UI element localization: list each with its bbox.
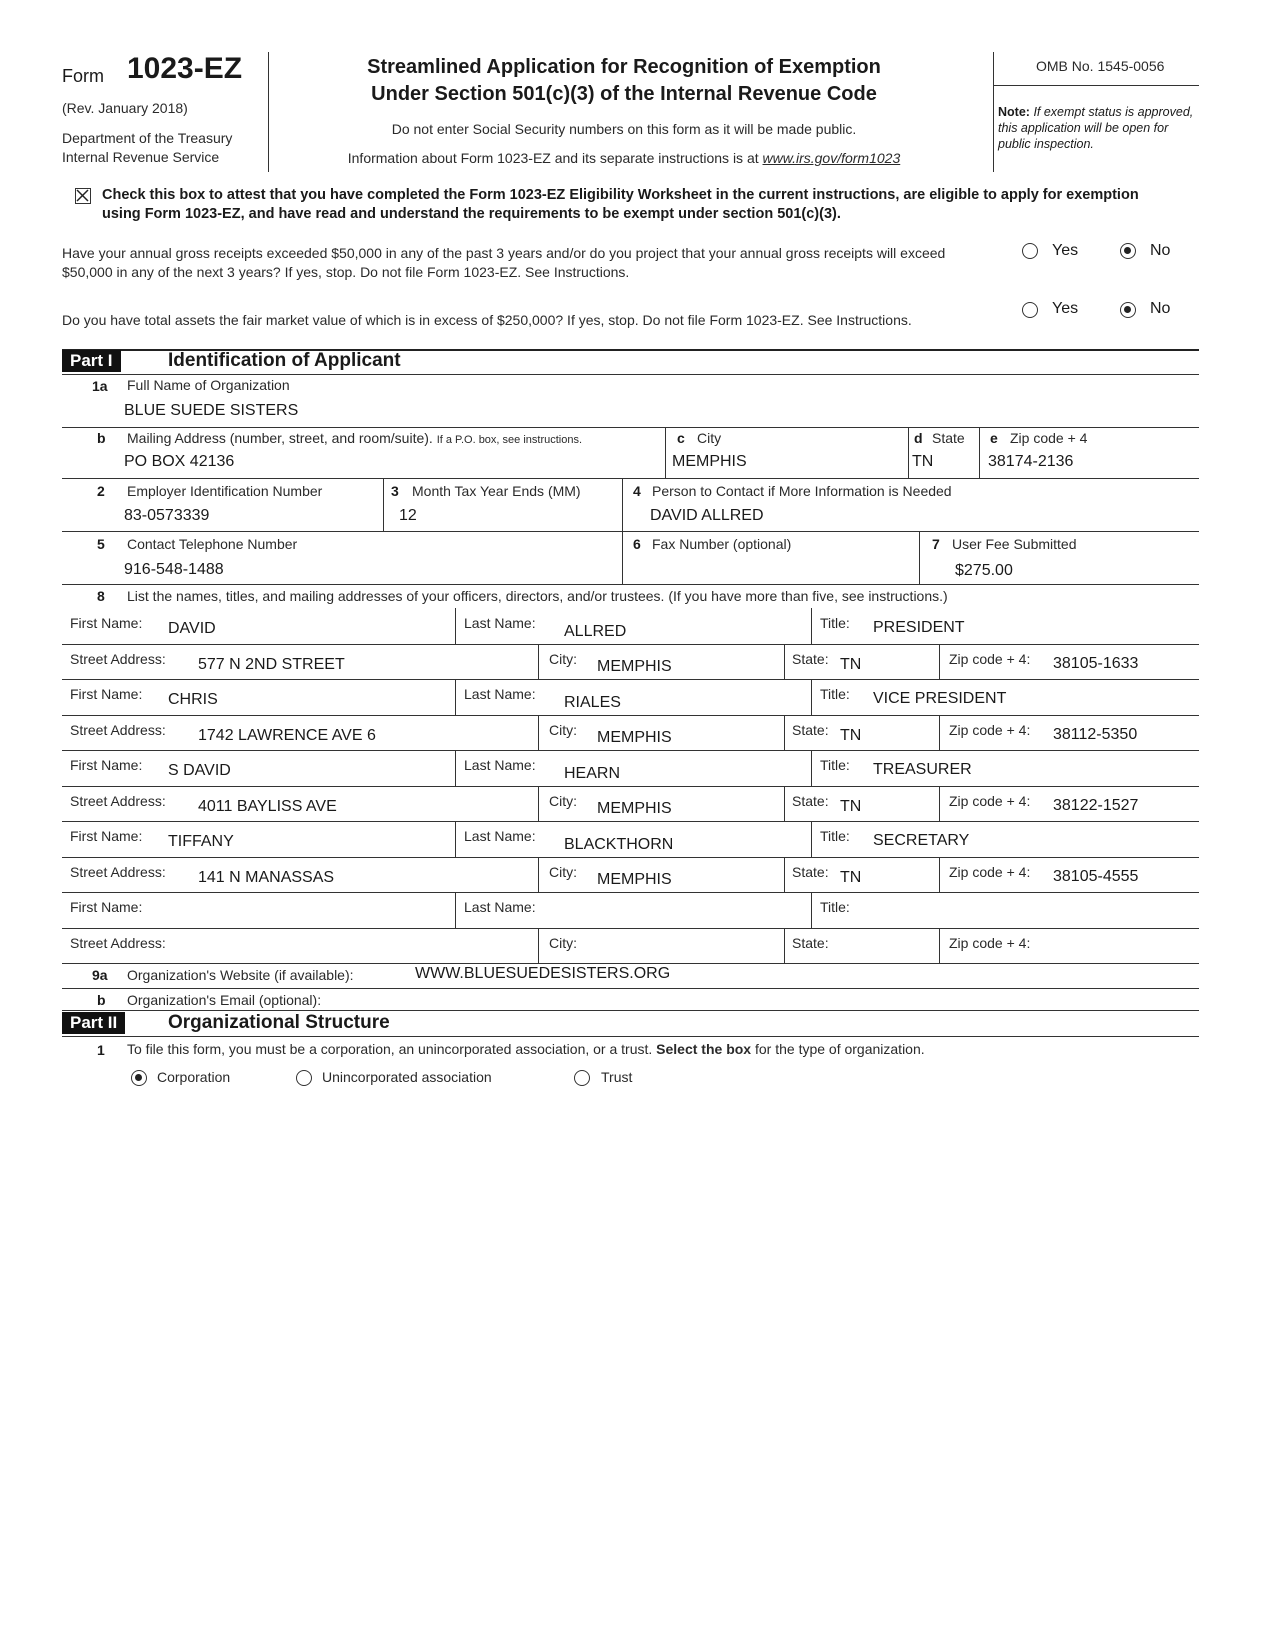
mailing-address-label: Mailing Address (number, street, and room/suite). If a P.O. box, see instructions. bbox=[127, 430, 583, 446]
officer-last-name-label: Last Name: bbox=[464, 899, 536, 915]
line-1c-number: c bbox=[677, 430, 685, 446]
officer-street-label: Street Address: bbox=[70, 864, 166, 880]
officer-zip-label: Zip code + 4: bbox=[949, 722, 1031, 738]
trust-label: Trust bbox=[601, 1069, 633, 1085]
org-name-label: Full Name of Organization bbox=[127, 377, 290, 393]
zip-label: Zip code + 4 bbox=[1010, 430, 1088, 446]
part1-badge: Part I bbox=[62, 350, 121, 372]
officer-title-label: Title: bbox=[820, 899, 850, 915]
ein-label: Employer Identification Number bbox=[127, 483, 323, 499]
officer-city-label: City: bbox=[549, 651, 577, 667]
form-revision: (Rev. January 2018) bbox=[62, 100, 188, 116]
officer-city-label: City: bbox=[549, 793, 577, 809]
state-label: State bbox=[932, 430, 965, 446]
public-note bbox=[998, 104, 1198, 152]
line-6-number: 6 bbox=[633, 536, 641, 552]
line-1d-number: d bbox=[914, 430, 923, 446]
line-9a-number: 9a bbox=[92, 967, 108, 983]
line-8-number: 8 bbox=[97, 588, 105, 604]
assets-no-radio[interactable] bbox=[1120, 302, 1136, 318]
officer-state-label: State: bbox=[792, 651, 829, 667]
info-line bbox=[268, 150, 980, 166]
website-value[interactable]: WWW.BLUESUEDESISTERS.ORG bbox=[415, 965, 671, 982]
officer-city[interactable]: MEMPHIS bbox=[597, 800, 672, 817]
unincorporated-label: Unincorporated association bbox=[322, 1069, 492, 1085]
officer-last-name[interactable]: BLACKTHORN bbox=[564, 836, 674, 853]
line-1b-number: b bbox=[97, 430, 106, 446]
officer-city-label: City: bbox=[549, 935, 577, 951]
officer-title[interactable]: SECRETARY bbox=[873, 832, 970, 849]
officer-last-name-label: Last Name: bbox=[464, 686, 536, 702]
officer-last-name[interactable]: ALLRED bbox=[564, 623, 627, 640]
officer-state-label: State: bbox=[792, 935, 829, 951]
officer-last-name-label: Last Name: bbox=[464, 757, 536, 773]
officer-title-label: Title: bbox=[820, 615, 850, 631]
city-label: City bbox=[697, 430, 722, 446]
officer-zip[interactable]: 38122-1527 bbox=[1053, 797, 1139, 814]
irs-link[interactable]: www.irs.gov/form1023 bbox=[762, 150, 901, 166]
officer-first-name-label: First Name: bbox=[70, 686, 143, 702]
city-value[interactable]: MEMPHIS bbox=[672, 453, 747, 470]
officers-instructions: List the names, titles, and mailing addresses of your officers, directors, and/or trustees. (If you have more than five, see instructions.) bbox=[127, 588, 948, 604]
user-fee-label: User Fee Submitted bbox=[952, 536, 1077, 552]
officer-street-label: Street Address: bbox=[70, 651, 166, 667]
line-5-number: 5 bbox=[97, 536, 105, 552]
officer-zip-label: Zip code + 4: bbox=[949, 864, 1031, 880]
line-3-number: 3 bbox=[391, 483, 399, 499]
line-7-number: 7 bbox=[932, 536, 940, 552]
form-title-line1: Streamlined Application for Recognition of Exemption bbox=[367, 56, 881, 78]
officer-city-label: City: bbox=[549, 722, 577, 738]
officer-street[interactable]: 577 N 2ND STREET bbox=[198, 656, 345, 673]
officer-title-label: Title: bbox=[820, 757, 850, 773]
officer-first-name[interactable]: TIFFANY bbox=[168, 833, 234, 850]
officer-city-label: City: bbox=[549, 864, 577, 880]
line-2-number: 2 bbox=[97, 483, 105, 499]
officer-street-label: Street Address: bbox=[70, 793, 166, 809]
part2-badge: Part II bbox=[62, 1012, 125, 1034]
receipts-yes-radio[interactable] bbox=[1022, 243, 1038, 259]
contact-person-label: Person to Contact if More Information is Needed bbox=[652, 483, 952, 499]
officer-title[interactable]: PRESIDENT bbox=[873, 619, 965, 636]
receipts-no-label: No bbox=[1150, 242, 1171, 259]
officer-city[interactable]: MEMPHIS bbox=[597, 729, 672, 746]
officer-city[interactable]: MEMPHIS bbox=[597, 658, 672, 675]
corporation-radio[interactable] bbox=[131, 1070, 147, 1086]
phone-value[interactable]: 916-548-1488 bbox=[124, 561, 224, 578]
officer-street-label: Street Address: bbox=[70, 722, 166, 738]
officer-state[interactable]: TN bbox=[840, 727, 862, 744]
email-label: Organization's Email (optional): bbox=[127, 992, 322, 1008]
checkmark-x-icon bbox=[76, 189, 89, 202]
officer-first-name[interactable]: S DAVID bbox=[168, 762, 231, 779]
officer-city[interactable]: MEMPHIS bbox=[597, 871, 672, 888]
part2-line1-number: 1 bbox=[97, 1042, 105, 1058]
assets-yes-radio[interactable] bbox=[1022, 302, 1038, 318]
officer-zip-label: Zip code + 4: bbox=[949, 651, 1031, 667]
attest-checkbox[interactable] bbox=[75, 188, 91, 204]
officer-zip-label: Zip code + 4: bbox=[949, 935, 1031, 951]
officer-last-name-label: Last Name: bbox=[464, 828, 536, 844]
officer-state[interactable]: TN bbox=[840, 798, 862, 815]
form-title-line2: Under Section 501(c)(3) of the Internal Revenue Code bbox=[371, 83, 877, 105]
officer-street[interactable]: 141 N MANASSAS bbox=[198, 869, 335, 886]
officer-first-name[interactable]: DAVID bbox=[168, 620, 216, 637]
officer-title[interactable]: TREASURER bbox=[873, 761, 972, 778]
fax-label: Fax Number (optional) bbox=[652, 536, 792, 552]
info-text: Information about Form 1023-EZ and its separate instructions is at bbox=[347, 150, 759, 166]
ein-value[interactable]: 83-0573339 bbox=[124, 507, 210, 524]
dept-line1: Department of the Treasury bbox=[62, 130, 233, 146]
tax-year-value[interactable]: 12 bbox=[399, 507, 417, 524]
zip-value[interactable]: 38174-2136 bbox=[988, 453, 1074, 470]
officer-state-label: State: bbox=[792, 722, 829, 738]
question-receipts-line1: Have your annual gross receipts exceeded $50,000 in any of the past 3 years and/or do you project that your annual gross receipts will exceed bbox=[62, 245, 946, 261]
unincorporated-radio[interactable] bbox=[296, 1070, 312, 1086]
line-1e-number: e bbox=[990, 430, 998, 446]
tax-year-label: Month Tax Year Ends (MM) bbox=[412, 483, 581, 499]
officer-last-name-label: Last Name: bbox=[464, 615, 536, 631]
part1-title: Identification of Applicant bbox=[168, 350, 401, 371]
officer-last-name[interactable]: RIALES bbox=[564, 694, 621, 711]
question-receipts-line2: $50,000 in any of the next 3 years? If yes, stop. Do not file Form 1023-EZ. See Instructions. bbox=[62, 264, 630, 280]
dept-line2: Internal Revenue Service bbox=[62, 149, 220, 165]
part2-title: Organizational Structure bbox=[168, 1012, 390, 1033]
officer-first-name-label: First Name: bbox=[70, 615, 143, 631]
officer-last-name[interactable]: HEARN bbox=[564, 765, 621, 782]
officer-street-label: Street Address: bbox=[70, 935, 166, 951]
officer-zip[interactable]: 38105-1633 bbox=[1053, 655, 1139, 672]
officer-street[interactable]: 4011 BAYLISS AVE bbox=[198, 798, 337, 815]
form-number: 1023-EZ bbox=[127, 52, 243, 85]
officer-title[interactable]: VICE PRESIDENT bbox=[873, 690, 1007, 707]
officer-zip[interactable]: 38105-4555 bbox=[1053, 868, 1139, 885]
officer-state-label: State: bbox=[792, 793, 829, 809]
receipts-no-radio[interactable] bbox=[1120, 243, 1136, 259]
line-4-number: 4 bbox=[633, 483, 641, 499]
assets-yes-label: Yes bbox=[1052, 300, 1079, 317]
omb-number: OMB No. 1545-0056 bbox=[1036, 58, 1165, 74]
corporation-label: Corporation bbox=[157, 1069, 231, 1085]
officer-zip[interactable]: 38112-5350 bbox=[1053, 726, 1138, 743]
trust-radio[interactable] bbox=[574, 1070, 590, 1086]
officer-first-name-label: First Name: bbox=[70, 899, 143, 915]
officer-first-name-label: First Name: bbox=[70, 757, 143, 773]
officer-state-label: State: bbox=[792, 864, 829, 880]
officer-street[interactable]: 1742 LAWRENCE AVE 6 bbox=[198, 727, 376, 744]
officer-state[interactable]: TN bbox=[840, 869, 862, 886]
assets-no-label: No bbox=[1150, 300, 1171, 317]
note-label: Note: bbox=[998, 105, 1030, 119]
phone-label: Contact Telephone Number bbox=[127, 536, 298, 552]
officer-first-name-label: First Name: bbox=[70, 828, 143, 844]
line-9b-number: b bbox=[97, 992, 106, 1008]
officer-state[interactable]: TN bbox=[840, 656, 862, 673]
website-label: Organization's Website (if available): bbox=[127, 967, 354, 983]
attest-text-line1: Check this box to attest that you have completed the Form 1023-EZ Eligibility Worksheet in the current instructions, are eligible to apply for exemption bbox=[102, 187, 1139, 203]
org-type-instructions: To file this form, you must be a corporation, an unincorporated association, or a trust. Select the box for the type of organization. bbox=[127, 1041, 925, 1057]
state-value[interactable]: TN bbox=[912, 453, 934, 470]
form-word: Form bbox=[62, 66, 104, 86]
question-assets-text: Do you have total assets the fair market value of which is in excess of $250,000? If yes, stop. Do not file Form 1023-EZ. See Instructions. bbox=[62, 312, 912, 328]
mailing-address-value[interactable]: PO BOX 42136 bbox=[124, 453, 235, 470]
contact-person-value[interactable]: DAVID ALLRED bbox=[650, 507, 764, 524]
officer-title-label: Title: bbox=[820, 828, 850, 844]
receipts-yes-label: Yes bbox=[1052, 242, 1079, 259]
user-fee-value[interactable]: $275.00 bbox=[955, 562, 1013, 579]
note-text: If exempt status is approved, this application will be open for public inspection. bbox=[998, 105, 1194, 151]
officer-first-name[interactable]: CHRIS bbox=[168, 691, 218, 708]
officer-title-label: Title: bbox=[820, 686, 850, 702]
attest-text-line2: using Form 1023-EZ, and have read and understand the requirements to be exempt under section 501(c)(3). bbox=[102, 206, 841, 222]
ssn-notice: Do not enter Social Security numbers on this form as it will be made public. bbox=[391, 121, 857, 137]
org-name-value[interactable]: BLUE SUEDE SISTERS bbox=[124, 402, 299, 419]
officer-zip-label: Zip code + 4: bbox=[949, 793, 1031, 809]
line-1a-number: 1a bbox=[92, 378, 108, 394]
